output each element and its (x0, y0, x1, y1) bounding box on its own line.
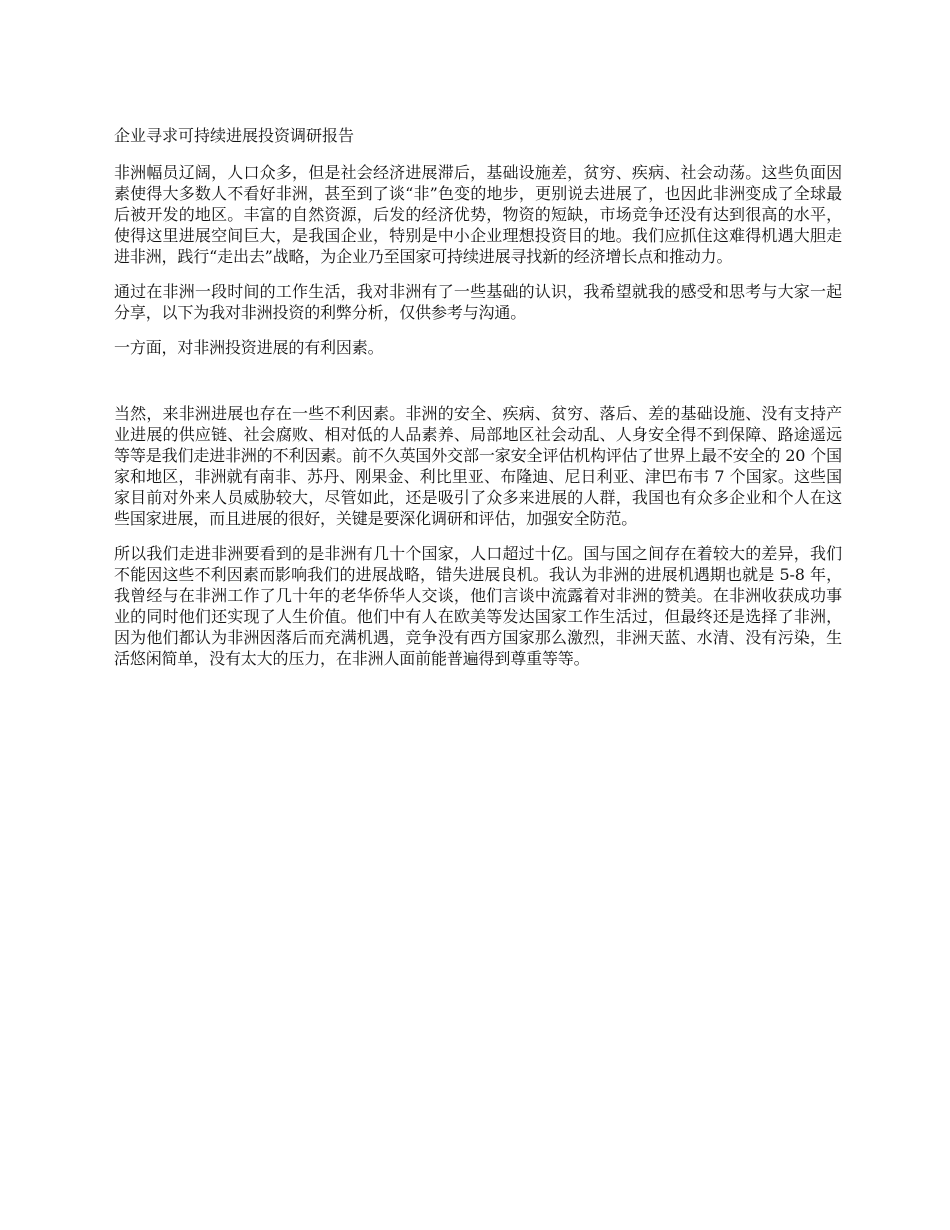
document-body (114, 124, 842, 683)
paragraph-advantages-heading: 一方面，对非洲投资进展的有利因素。 (114, 338, 384, 357)
paragraph-opportunity: 所以我们走进非洲要看到的是非洲有几十个国家，人口超过十亿。国与国之间存在着较大的差异，我们不能因这些不利因素而影响我们的进展战略，错失进展良机。我认为非洲的进展机遇期也就是 5-8 年，我曾经与在非洲工作了几十年的老华侨华人交谈，他们言谈中流露着对非洲的赞美。在非洲收获成功事业的同时他们还实现了人生价值。他们中有人在欧美等发达国家工作生活过，但最终还是选择了非洲，因为他们都认为非洲因落后而充满机遇，竞争没有西方国家那么激烈，非洲天蓝、水清、没有污染，生活悠闲简单，没有太大的压力，在非洲人面前能普遍得到尊重等等。 (114, 544, 842, 668)
paragraph-disadvantages: 当然，来非洲进展也存在一些不利因素。非洲的安全、疾病、贫穷、落后、差的基础设施、没有支持产业进展的供应链、社会腐败、相对低的人品素养、局部地区社会动乱、人身安全得不到保障、路途遥远等等是我们走进非洲的不利因素。前不久英国外交部一家安全评估机构评估了世界上最不安全的 20 个国家和地区，非洲就有南非、苏丹、刚果金、利比里亚、布隆迪、尼日利亚、津巴布韦 7 个国家。这些国家目前对外来人员威胁较大，尽管如此，还是吸引了众多来进展的人群，我国也有众多企业和个人在这些国家进展，而且进展的很好，关键是要深化调研和评估，加强安全防范。 (114, 404, 842, 528)
paragraph-intro: 非洲幅员辽阔，人口众多，但是社会经济进展滞后，基础设施差，贫穷、疾病、社会动荡。这些负面因素使得大多数人不看好非洲，甚至到了谈“非”色变的地步，更别说去进展了，也因此非洲变成了全球最后被开发的地区。丰富的自然资源，后发的经济优势，物资的短缺，市场竞争还没有达到很高的水平，使得这里进展空间巨大，是我国企业，特别是中小企业理想投资目的地。我们应抓住这难得机遇大胆走进非洲，践行“走出去”战略，为企业乃至国家可持续进展寻找新的经济增长点和推动力。 (114, 163, 842, 266)
document-title: 企业寻求可持续进展投资调研报告 (114, 126, 355, 145)
paragraph-experience: 通过在非洲一段时间的工作生活，我对非洲有了一些基础的认识，我希望就我的感受和思考与大家一起分享，以下为我对非洲投资的利弊分析，仅供参考与沟通。 (114, 282, 842, 322)
